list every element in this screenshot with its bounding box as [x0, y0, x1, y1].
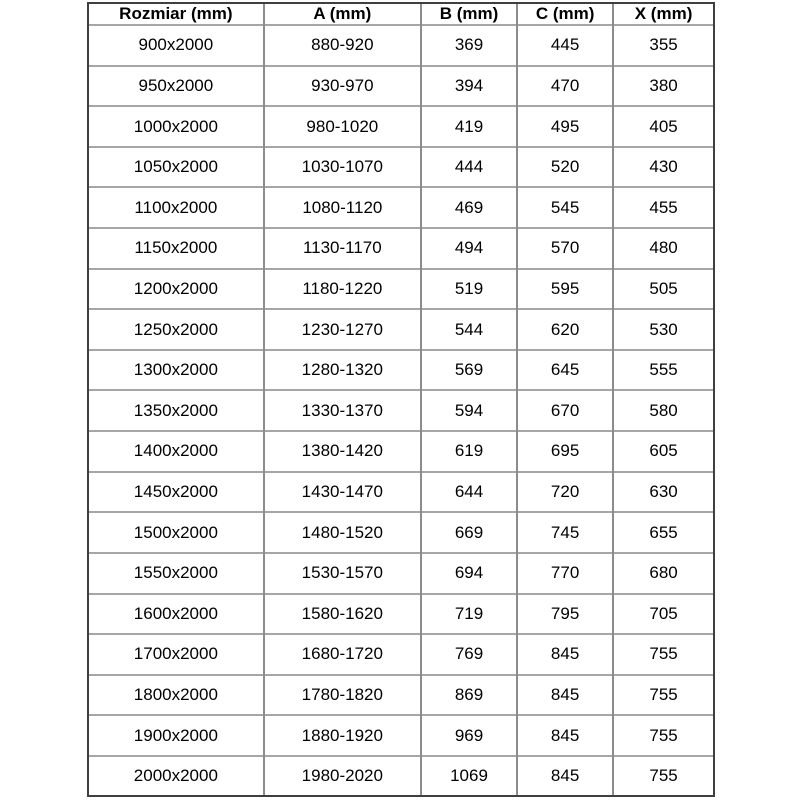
table-cell: 1480-1520 — [264, 512, 421, 553]
column-header: A (mm) — [264, 4, 421, 25]
table-cell: 845 — [517, 675, 613, 716]
table-cell: 1230-1270 — [264, 309, 421, 350]
table-cell: 680 — [613, 553, 713, 594]
table-cell: 419 — [421, 106, 517, 147]
table-row — [89, 187, 713, 228]
table-row — [89, 553, 713, 594]
table-cell: 555 — [613, 350, 713, 391]
column-header: X (mm) — [613, 4, 713, 25]
table-cell: 1050x2000 — [89, 147, 264, 188]
table-row — [89, 106, 713, 147]
table-row — [89, 228, 713, 269]
table-cell: 1700x2000 — [89, 634, 264, 675]
table-cell: 694 — [421, 553, 517, 594]
table-cell: 1250x2000 — [89, 309, 264, 350]
table-row — [89, 756, 713, 795]
table-cell: 1530-1570 — [264, 553, 421, 594]
table-cell: 770 — [517, 553, 613, 594]
table-cell: 1430-1470 — [264, 472, 421, 513]
table-cell: 669 — [421, 512, 517, 553]
column-header: B (mm) — [421, 4, 517, 25]
table-cell: 930-970 — [264, 66, 421, 107]
table-row — [89, 309, 713, 350]
table-cell: 644 — [421, 472, 517, 513]
table-cell: 545 — [517, 187, 613, 228]
table-cell: 1600x2000 — [89, 594, 264, 635]
table-cell: 569 — [421, 350, 517, 391]
table-cell: 1300x2000 — [89, 350, 264, 391]
table-cell: 655 — [613, 512, 713, 553]
table-header — [89, 4, 713, 25]
table-cell: 1350x2000 — [89, 390, 264, 431]
table-cell: 845 — [517, 715, 613, 756]
header-row — [89, 4, 713, 25]
table-cell: 1100x2000 — [89, 187, 264, 228]
table-cell: 1400x2000 — [89, 431, 264, 472]
table-body — [89, 25, 713, 795]
table-cell: 530 — [613, 309, 713, 350]
table-cell: 1030-1070 — [264, 147, 421, 188]
table-row — [89, 634, 713, 675]
table-cell: 1980-2020 — [264, 756, 421, 795]
table-cell: 480 — [613, 228, 713, 269]
table-row — [89, 675, 713, 716]
table-cell: 430 — [613, 147, 713, 188]
table-cell: 1069 — [421, 756, 517, 795]
table-row — [89, 390, 713, 431]
table-cell: 380 — [613, 66, 713, 107]
column-header: C (mm) — [517, 4, 613, 25]
table-cell: 445 — [517, 25, 613, 66]
table-cell: 1180-1220 — [264, 269, 421, 310]
table-cell: 520 — [517, 147, 613, 188]
table-cell: 869 — [421, 675, 517, 716]
table-row — [89, 715, 713, 756]
table-cell: 580 — [613, 390, 713, 431]
table-cell: 880-920 — [264, 25, 421, 66]
table-cell: 1330-1370 — [264, 390, 421, 431]
table-cell: 620 — [517, 309, 613, 350]
table-cell: 769 — [421, 634, 517, 675]
table-cell: 1450x2000 — [89, 472, 264, 513]
table-cell: 845 — [517, 634, 613, 675]
table-cell: 980-1020 — [264, 106, 421, 147]
table-cell: 369 — [421, 25, 517, 66]
table-cell: 444 — [421, 147, 517, 188]
table-cell: 1550x2000 — [89, 553, 264, 594]
table-row — [89, 431, 713, 472]
table-cell: 719 — [421, 594, 517, 635]
table-cell: 1080-1120 — [264, 187, 421, 228]
table-cell: 595 — [517, 269, 613, 310]
table-cell: 570 — [517, 228, 613, 269]
table-cell: 755 — [613, 715, 713, 756]
table-cell: 1780-1820 — [264, 675, 421, 716]
table-cell: 755 — [613, 634, 713, 675]
table-cell: 495 — [517, 106, 613, 147]
table-cell: 394 — [421, 66, 517, 107]
table-cell: 505 — [613, 269, 713, 310]
table-cell: 355 — [613, 25, 713, 66]
table-cell: 494 — [421, 228, 517, 269]
table-cell: 755 — [613, 675, 713, 716]
table-cell: 1150x2000 — [89, 228, 264, 269]
table-cell: 705 — [613, 594, 713, 635]
table-cell: 519 — [421, 269, 517, 310]
table-cell: 670 — [517, 390, 613, 431]
table-row — [89, 269, 713, 310]
table-cell: 900x2000 — [89, 25, 264, 66]
table-cell: 1680-1720 — [264, 634, 421, 675]
table-cell: 845 — [517, 756, 613, 795]
table-cell: 645 — [517, 350, 613, 391]
table-cell: 755 — [613, 756, 713, 795]
table-cell: 594 — [421, 390, 517, 431]
table-row — [89, 512, 713, 553]
table-cell: 1200x2000 — [89, 269, 264, 310]
table-cell: 1500x2000 — [89, 512, 264, 553]
table-cell: 1580-1620 — [264, 594, 421, 635]
table-row — [89, 66, 713, 107]
table-cell: 1900x2000 — [89, 715, 264, 756]
table-row — [89, 147, 713, 188]
table-cell: 630 — [613, 472, 713, 513]
table-row — [89, 594, 713, 635]
table-cell: 469 — [421, 187, 517, 228]
size-table — [89, 4, 713, 795]
table-cell: 1880-1920 — [264, 715, 421, 756]
table-cell: 405 — [613, 106, 713, 147]
column-header: Rozmiar (mm) — [119, 4, 233, 23]
table-cell: 720 — [517, 472, 613, 513]
table-cell: 1280-1320 — [264, 350, 421, 391]
table-cell: 455 — [613, 187, 713, 228]
table-cell: 1000x2000 — [89, 106, 264, 147]
table-cell: 544 — [421, 309, 517, 350]
table-cell: 619 — [421, 431, 517, 472]
table-cell: 605 — [613, 431, 713, 472]
table-cell: 969 — [421, 715, 517, 756]
table-cell: 695 — [517, 431, 613, 472]
table-row — [89, 350, 713, 391]
table-cell: 950x2000 — [89, 66, 264, 107]
table-cell: 1380-1420 — [264, 431, 421, 472]
table-cell: 745 — [517, 512, 613, 553]
table-cell: 795 — [517, 594, 613, 635]
table-cell: 470 — [517, 66, 613, 107]
table-row — [89, 25, 713, 66]
table-cell: 1800x2000 — [89, 675, 264, 716]
size-table-container — [87, 2, 715, 797]
table-cell: 1130-1170 — [264, 228, 421, 269]
table-cell: 2000x2000 — [89, 756, 264, 795]
table-row — [89, 472, 713, 513]
